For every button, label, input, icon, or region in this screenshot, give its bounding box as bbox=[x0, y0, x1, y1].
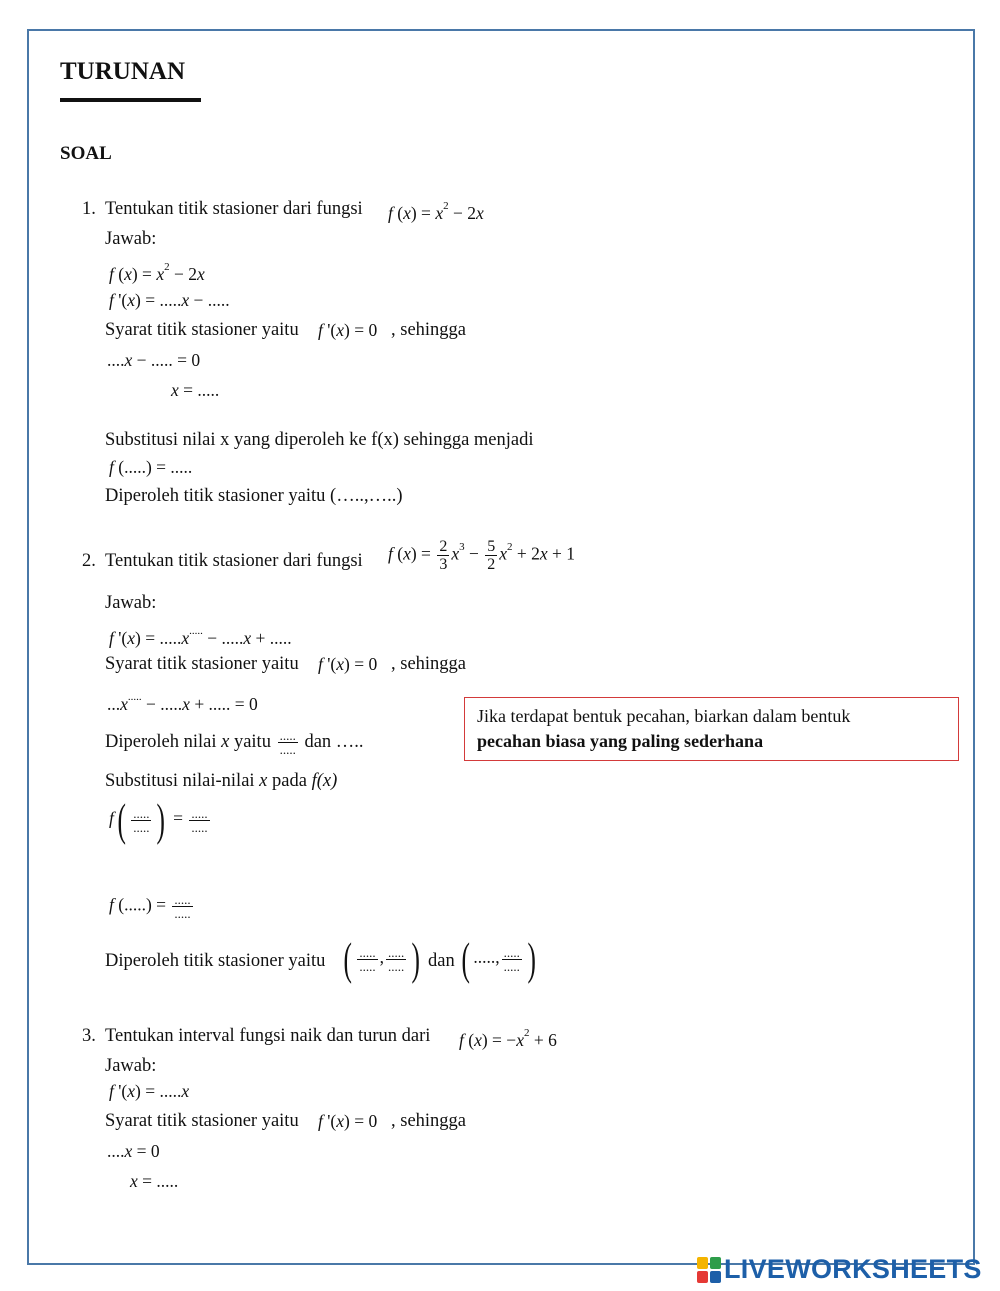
q3-condition-text: Syarat titik stasioner yaitu bbox=[105, 1111, 299, 1131]
q1-equation-blank[interactable]: ....x − ..... = 0 bbox=[107, 350, 201, 370]
q3-prompt: Tentukan interval fungsi naik dan turun dari bbox=[105, 1026, 431, 1046]
q2-yaitu: yaitu bbox=[233, 731, 271, 752]
q1-result-text: Diperoleh titik stasioner yaitu (…..,…..) bbox=[105, 486, 403, 506]
q3-number: 3. bbox=[82, 1026, 96, 1046]
q3-condition-math: f '(x) = 0 bbox=[318, 1111, 378, 1131]
q2-fvalue-blank[interactable]: f (.....) = $\frac{.....}{.....}$ bbox=[109, 892, 191, 921]
q2-condition-text: Syarat titik stasioner yaitu bbox=[105, 654, 299, 674]
q1-fvalue-blank[interactable]: f (.....) = ..... bbox=[109, 457, 193, 477]
q1-function: f $(x) = x^2 - 2x$ bbox=[388, 200, 484, 223]
page-title: TURUNAN bbox=[60, 58, 185, 85]
q2-dan-blank[interactable]: dan ….. bbox=[304, 731, 364, 752]
q2-subst-line: Substitusi nilai-nilai x pada f(x) bbox=[105, 771, 338, 791]
q3-sehingga: , sehingga bbox=[391, 1111, 467, 1131]
q1-subst-text: Substitusi nilai x yang diperoleh ke f(x) sehingga menjadi bbox=[105, 430, 534, 450]
q2-result-text: Diperoleh titik stasioner yaitu bbox=[105, 951, 326, 971]
q1-sehingga: , sehingga bbox=[391, 320, 467, 340]
q1-fx: f $(x) = x^2 - 2x$ bbox=[109, 261, 205, 284]
q2-x1-fraction-blank[interactable]: $\frac{.....}{.....}$ bbox=[279, 728, 296, 757]
q1-condition-math: f '(x) = 0 bbox=[318, 320, 378, 340]
q2-dan: dan bbox=[428, 951, 455, 971]
q3-equation-blank[interactable]: ....x = 0 bbox=[107, 1141, 160, 1161]
logo-text: LIVEWORKSHEETS bbox=[724, 1254, 982, 1284]
q2-pada: pada bbox=[272, 771, 307, 791]
q2-condition-math: f '(x) = 0 bbox=[318, 654, 378, 674]
q2-number: 2. bbox=[82, 551, 96, 571]
liveworksheets-logo bbox=[697, 1254, 982, 1285]
q3-derivative-blank[interactable]: f '(x) = .....x bbox=[109, 1081, 190, 1101]
q2-equation-blank[interactable]: ...x..... − .....x + ..... = 0 bbox=[107, 691, 258, 714]
q2-nilai-line: Diperoleh nilai x yaitu $\frac{.....}{.....}$ dan ….. bbox=[105, 728, 364, 757]
note-line-2: pecahan biasa yang paling sederhana bbox=[477, 731, 764, 751]
q1-prompt: Tentukan titik stasioner dari fungsi bbox=[105, 199, 363, 219]
q3-jawab: Jawab: bbox=[105, 1056, 157, 1076]
note-line-1: Jika terdapat bentuk pecahan, biarkan dalam bentuk bbox=[477, 706, 851, 726]
q2-derivative-blank[interactable]: f '(x) = .....x..... − .....x + ..... bbox=[109, 625, 292, 648]
q3-function: f $(x) = -x^2 + 6$ bbox=[459, 1027, 557, 1050]
q2-function: f (x) = $\frac{2}{3}$ $x^3$ − $\frac{5}{2}$ $x^2 + 2x + 1$ bbox=[388, 538, 576, 573]
q3-x-blank[interactable]: x = ..... bbox=[130, 1171, 179, 1191]
q2-point1-blank[interactable]: ( $\frac{.....}{.....}$ , $\frac{.....}{.....}$ ) bbox=[343, 933, 421, 984]
q1-x-blank[interactable]: x = ..... bbox=[171, 380, 220, 400]
q1-jawab: Jawab: bbox=[105, 229, 157, 249]
q2-prompt: Tentukan titik stasioner dari fungsi bbox=[105, 551, 363, 571]
q2-nilai-text: Diperoleh nilai bbox=[105, 731, 217, 752]
q1-condition-text: Syarat titik stasioner yaitu bbox=[105, 320, 299, 340]
section-heading: SOAL bbox=[60, 143, 112, 164]
q2-subst-text: Substitusi nilai-nilai bbox=[105, 771, 255, 791]
liveworksheets-logo-icon bbox=[697, 1257, 721, 1283]
q1-number: 1. bbox=[82, 199, 96, 219]
q2-sehingga: , sehingga bbox=[391, 654, 467, 674]
q2-jawab: Jawab: bbox=[105, 593, 157, 613]
q1-derivative-blank[interactable]: f '(x) = .....x − ..... bbox=[109, 290, 230, 310]
title-underline bbox=[60, 98, 201, 102]
q2-f-fraction-blank[interactable]: f( $\frac{.....}{.....}$ ) = $\frac{.....}{.....}$ bbox=[109, 794, 208, 845]
q2-point2-blank[interactable]: ( ....., $\frac{.....}{.....}$ ) bbox=[461, 933, 536, 984]
note-box bbox=[464, 697, 959, 761]
